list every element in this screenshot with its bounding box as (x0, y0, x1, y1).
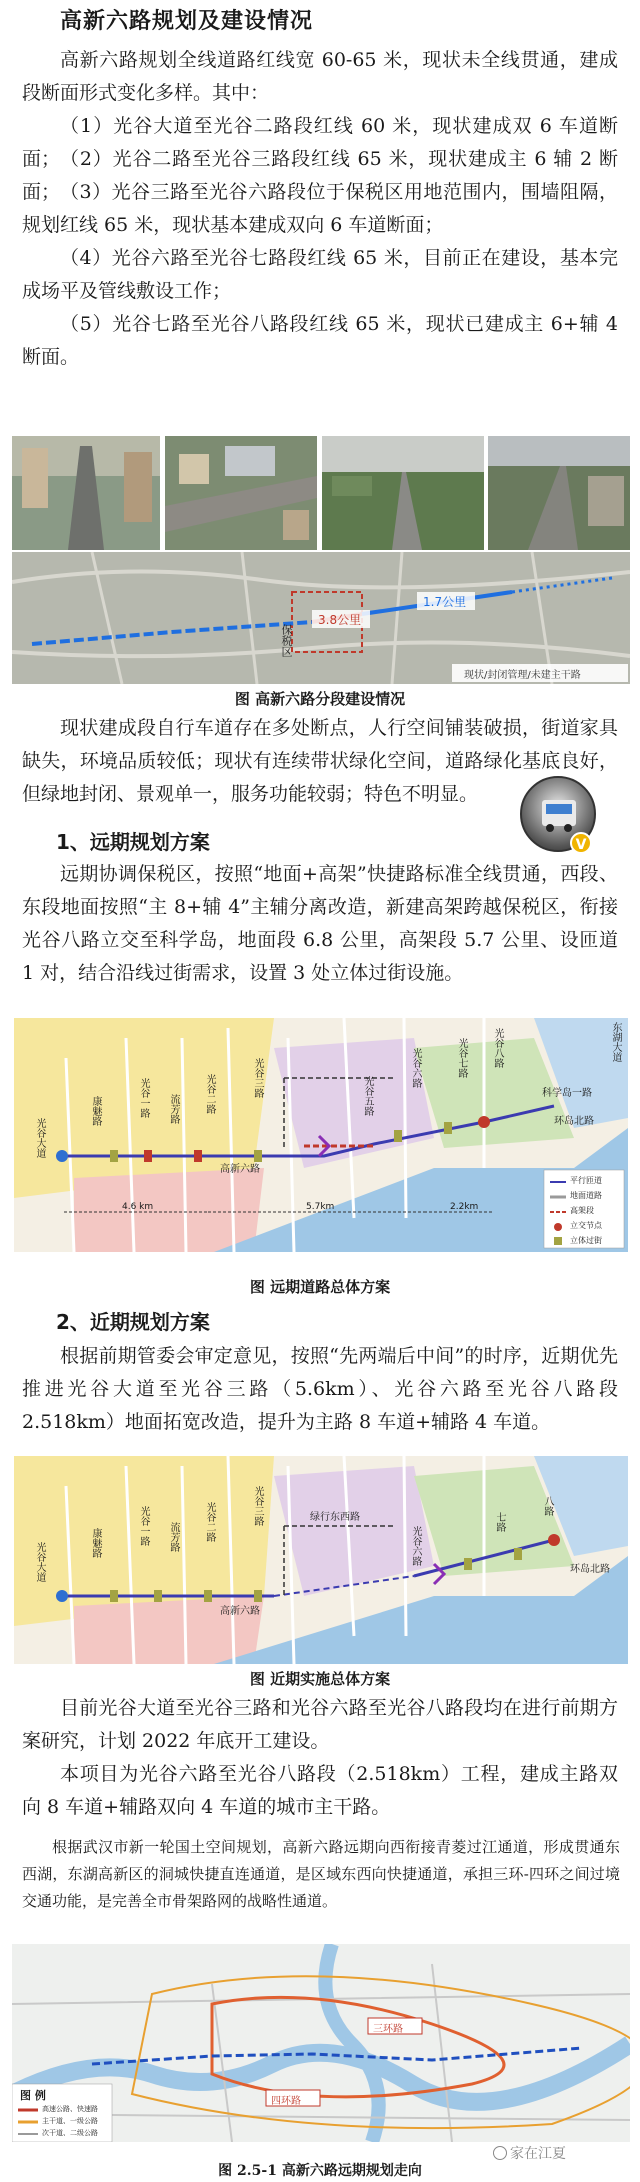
project-paragraph: 本项目为光谷六路至光谷八路段（2.518km）工程，建成主路双向 8 车道+辅路双向 4 车道的城市主干路。 (22, 1763, 618, 1818)
segment-map (12, 552, 630, 684)
map1-legend: 现状/封闭管理/未建主干路 (464, 670, 581, 681)
progress-paragraph: 目前光谷大道至光谷三路和光谷六路至光谷八路段均在进行前期方案研究，计划 2022 年底开工建设。 (22, 1697, 618, 1752)
heading-long-term: 1、远期规划方案 (56, 830, 210, 854)
distance-label-east: 2.2km (450, 1202, 479, 1212)
ring-road-label-b: 四环路 (271, 2096, 301, 2107)
legend-item-3: 高架段 (570, 1206, 594, 1215)
caption-segment-map: 图 高新六路分段建设情况 (234, 690, 406, 708)
aerial-photo-4 (488, 436, 630, 550)
road-label-7: 高新六路 (220, 1164, 260, 1175)
legend-item-1: 平行匝道 (570, 1176, 602, 1185)
segment-item-1: （1）光谷大道至光谷二路段红线 60 米，现状建成双 6 车道断面； (22, 115, 618, 170)
long-term-route-map (12, 1944, 630, 2142)
aerial-photo-3 (322, 436, 484, 550)
long-term-paragraph: 远期协调保税区，按照“地面+高架”快捷路标准全线贯通，西段、东段地面按照“主 8+辅 4”主辅分离改造，新建高架跨越保税区，衔接光谷八路立交至科学岛，地面段 6.8 公里，高架段 5.7 公里、设匝道 1 对，结合沿线过街需求，设置 3 处立体过街设施。 (22, 863, 618, 984)
near-road-label-10: 七路 (494, 1512, 505, 1532)
aerial-photo-2 (165, 436, 317, 550)
caption-near-term-map: 图 近期实施总体方案 (249, 1670, 391, 1688)
near-road-label-2: 康魅路 (90, 1528, 101, 1558)
segment-item-5: （5）光谷七路至光谷八路段红线 65 米，现状已建成主 6+辅 4 断面。 (22, 313, 618, 368)
page-title: 高新六路规划及建设情况 (60, 8, 314, 34)
road-label-14: 科学岛一路 (542, 1088, 592, 1099)
wechat-icon (493, 2146, 507, 2160)
plan-paragraph: 根据武汉市新一轮国土空间规划，高新六路远期向西衔接青菱过江通道，形成贯通东西湖，东湖高新区的洞城快捷直连通道，是区域东西向快捷通道，承担三环-四环之间过境交通功能，是完善全市骨架路网的战略性通道。 (22, 1838, 620, 1910)
near-road-label-5: 光谷二路 (204, 1502, 215, 1542)
road-label-11: 光谷八路 (492, 1028, 503, 1068)
distance-label-middle: 5.7km (306, 1202, 335, 1212)
road-label-10: 光谷七路 (456, 1038, 467, 1078)
distance-label-a: 3.8公里 (318, 613, 362, 627)
distance-label-west: 4.6 km (122, 1202, 154, 1212)
ring-road-label-a: 三环路 (373, 2024, 403, 2035)
intro-paragraph: 高新六路规划全线道路红线宽 60-65 米，现状未全线贯通，建成段断面形式变化多样。其中： (22, 49, 618, 104)
near-term-paragraph: 根据前期管委会审定意见，按照“先两端后中间”的时序，近期优先推进光谷大道至光谷三路（5.6km）、光谷六路至光谷八路段 2.518km）地面拓宽改造，提升为主路 8 车道+辅路 4 车道。 (22, 1345, 618, 1433)
near-road-label-6: 光谷三路 (252, 1486, 263, 1526)
near-term-map (14, 1456, 628, 1664)
distance-label-b: 1.7公里 (423, 595, 467, 609)
route-legend-item-2: 主干道、一级公路 (42, 2117, 98, 2125)
near-road-label-9: 光谷六路 (410, 1526, 421, 1566)
road-label-5: 光谷二路 (204, 1074, 215, 1114)
status-paragraph: 现状建成段自行车道存在多处断点，人行空间铺装破损，街道家具缺失，环境品质较低；现状有连续带状绿化空间，道路绿化基底良好，但绿地封闭、景观单一，服务功能较弱；特色不明显。 (22, 717, 618, 805)
road-label-3: 光谷一路 (138, 1078, 149, 1118)
segment-item-4: （4）光谷六路至光谷七路段红线 65 米，目前正在建设，基本完成场平及管线敷设工作； (22, 247, 618, 302)
road-label-1: 光谷大道 (34, 1118, 45, 1158)
near-road-label-12: 环岛北路 (570, 1564, 610, 1575)
bonded-zone-label: 保税区 (280, 624, 293, 657)
near-road-label-7: 高新六路 (220, 1606, 260, 1617)
road-label-13: 环岛北路 (554, 1116, 594, 1127)
legend-item-4: 立交节点 (570, 1221, 602, 1230)
near-road-label-4: 流芳路 (168, 1522, 179, 1552)
legend-item-5: 立体过街 (570, 1236, 602, 1245)
route-legend-item-1: 高速公路、快速路 (42, 2105, 98, 2113)
road-label-12: 东湖大道 (610, 1022, 621, 1062)
watermark-text: 家在江夏 (510, 2146, 566, 2162)
route-legend-title: 图 例 (20, 2089, 46, 2102)
segment-item-3: （3）光谷三路至光谷六路段位于保税区用地范围内，围墙阻隔，规划红线 65 米，现状基本建成双向 6 车道断面； (22, 181, 618, 236)
heading-near-term: 2、近期规划方案 (56, 1310, 210, 1334)
road-label-2: 康魅路 (90, 1096, 101, 1126)
long-term-map (14, 1018, 628, 1252)
route-legend-item-3: 次干道、二级公路 (42, 2129, 98, 2137)
caption-route-map: 图 2.5-1 高新六路远期规划走向 (218, 2163, 422, 2179)
near-road-label-1: 光谷大道 (34, 1542, 45, 1582)
road-label-8: 光谷五路 (362, 1076, 373, 1116)
road-label-4: 流芳路 (168, 1094, 179, 1124)
near-road-label-3: 光谷一路 (138, 1506, 149, 1546)
aerial-photo-1 (12, 436, 160, 550)
near-road-label-8: 绿行东西路 (310, 1512, 360, 1523)
road-label-9: 光谷六路 (410, 1048, 421, 1088)
near-road-label-11: 八路 (542, 1496, 553, 1516)
segment-item-2: （2）光谷二路至光谷三路段红线 65 米，现状建成主 6 辅 2 断面； (22, 148, 618, 203)
road-label-6: 光谷三路 (252, 1058, 263, 1098)
legend-item-2: 地面道路 (570, 1191, 602, 1200)
caption-long-term-map: 图 远期道路总体方案 (249, 1278, 391, 1296)
verified-icon: V (570, 832, 592, 854)
